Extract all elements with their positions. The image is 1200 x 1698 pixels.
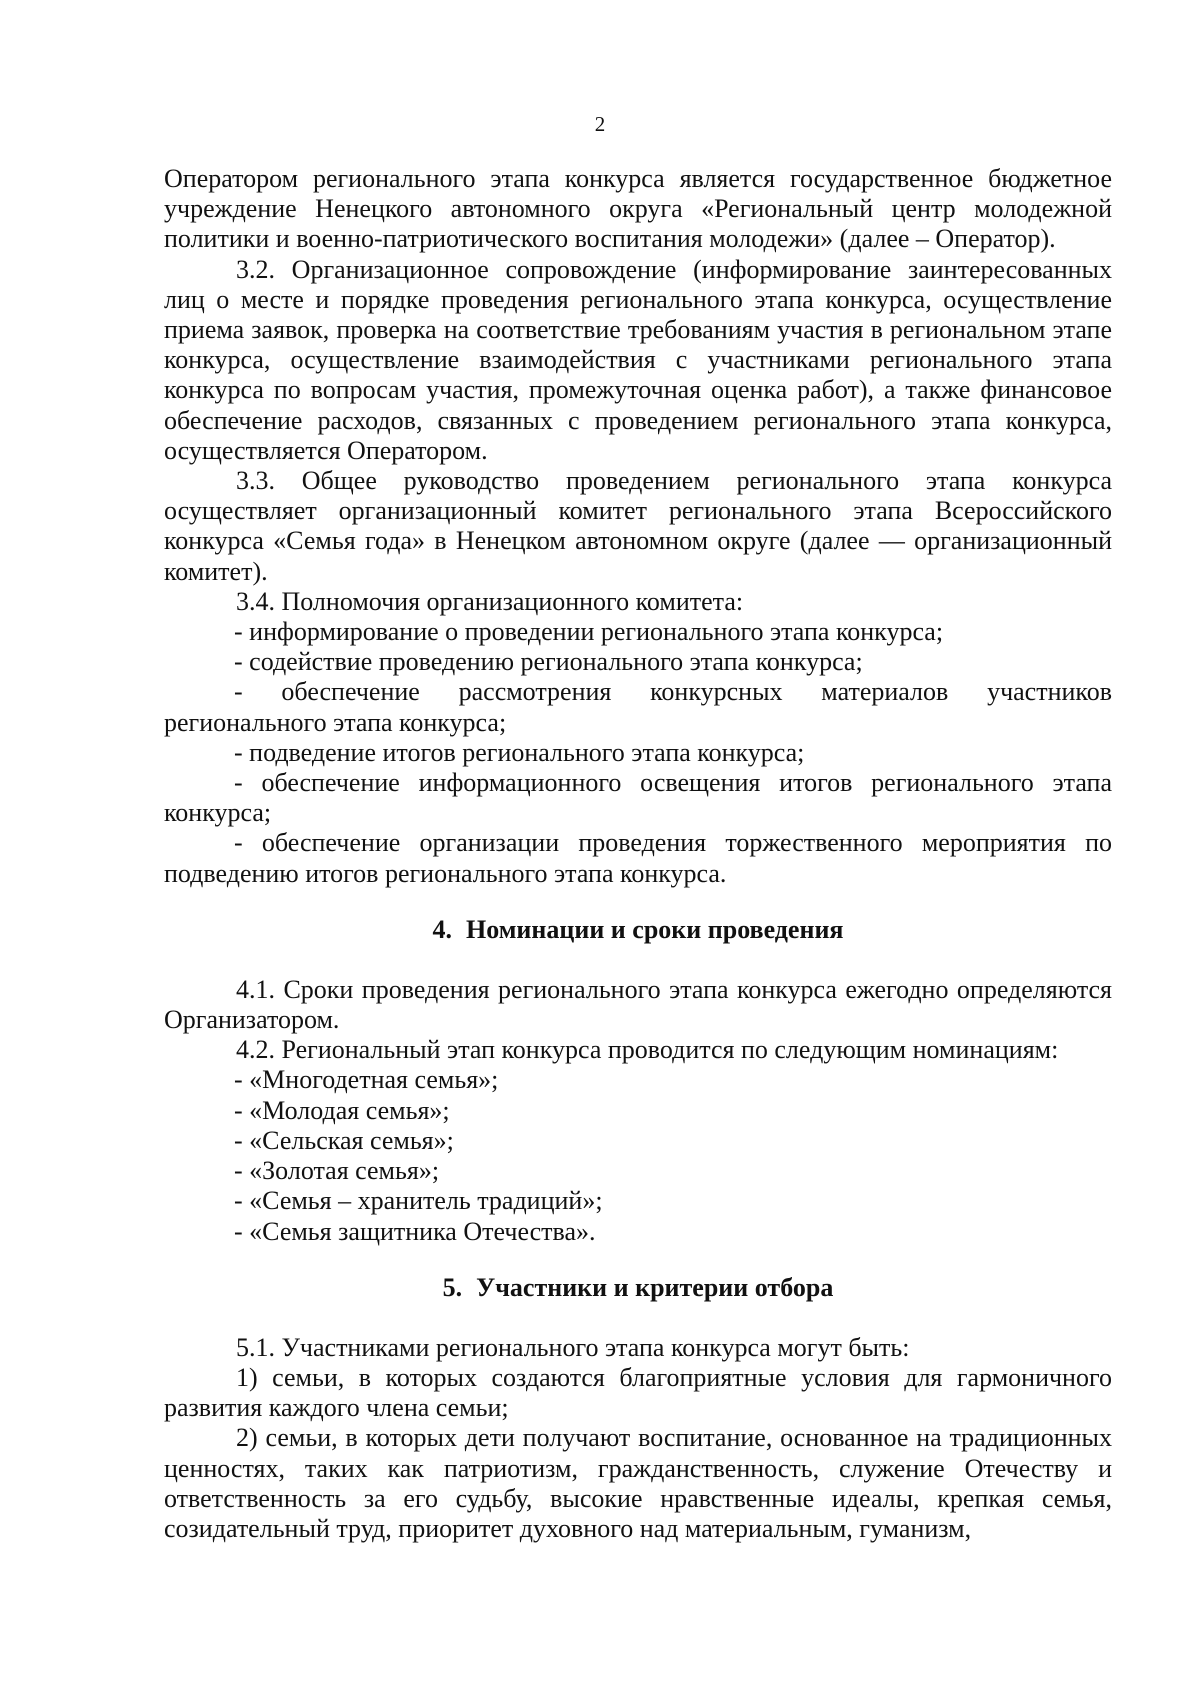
page-number: 2 bbox=[594, 112, 606, 136]
document-body bbox=[164, 164, 1112, 1544]
paragraph-4-2: 4.2. Региональный этап конкурса проводится по следующим номинациям: bbox=[236, 1035, 1059, 1065]
paragraph-3-3: 3.3. Общее руководство проведением регионального этапа конкурса осуществляет организационный комитет регионального этапа Всероссийского конкурса «Семья года» в Ненецком автономном округе (далее — организационный комитет). bbox=[164, 466, 1112, 586]
list-item-power: - обеспечение рассмотрения конкурсных материалов участников регионального этапа конкурса; bbox=[164, 677, 1112, 737]
list-item-power: - обеспечение организации проведения торжественного мероприятия по подведению итогов регионального этапа конкурса. bbox=[164, 828, 1112, 888]
list-item-nomination: - «Семья – хранитель традиций»; bbox=[234, 1186, 603, 1216]
section-5-heading bbox=[164, 1273, 1112, 1303]
list-item-nomination: - «Многодетная семья»; bbox=[234, 1065, 499, 1095]
paragraph-5-1-item-1: 1) семьи, в которых создаются благоприятные условия для гармоничного развития каждого члена семьи; bbox=[164, 1362, 1112, 1423]
paragraph-5-1-item-2: 2) семьи, в которых дети получают воспитание, основанное на традиционных ценностях, таких как патриотизм, гражданственность, служение Отечеству и ответственность за его судьбу, высокие нравственные идеалы, крепкая семья, созидательный труд, приоритет духовного над материальным, гуманизм, bbox=[164, 1423, 1112, 1543]
list-item-nomination: - «Семья защитника Отечества». bbox=[234, 1216, 596, 1246]
section-4-heading bbox=[164, 915, 1112, 945]
section-4-title: Номинации и сроки проведения bbox=[465, 914, 844, 944]
section-4-number: 4. bbox=[432, 914, 452, 944]
list-item-power: - обеспечение информационного освещения итогов регионального этапа конкурса; bbox=[164, 768, 1112, 828]
list-item-power: - подведение итогов регионального этапа конкурса; bbox=[234, 737, 805, 767]
paragraph-5-1: 5.1. Участниками регионального этапа конкурса могут быть: bbox=[236, 1332, 910, 1362]
paragraph-3-4: 3.4. Полномочия организационного комитета: bbox=[236, 586, 744, 616]
list-item-nomination: - «Золотая семья»; bbox=[234, 1156, 440, 1186]
section-5-number: 5. bbox=[442, 1272, 463, 1302]
list-item-nomination: - «Молодая семья»; bbox=[234, 1095, 450, 1125]
list-item-power: - информирование о проведении регионального этапа конкурса; bbox=[234, 617, 944, 647]
section-5-title: Участники и критерии отбора bbox=[476, 1272, 834, 1302]
list-item-nomination: - «Сельская семья»; bbox=[234, 1125, 454, 1155]
paragraph-3-2: 3.2. Организационное сопровождение (информирование заинтересованных лиц о месте и порядке проведения регионального этапа конкурса, осуществление приема заявок, проверка на соответствие требованиям участия в региональном этапе конкурса, осуществление взаимодействия с участниками регионального этапа конкурса по вопросам участия, промежуточная оценка работ), а также финансовое обеспечение расходов, связанных с проведением регионального этапа конкурса, осуществляется Оператором. bbox=[164, 254, 1112, 465]
paragraph-4-1: 4.1. Сроки проведения регионального этапа конкурса ежегодно определяются Организатором. bbox=[164, 974, 1112, 1035]
paragraph-operator: Оператором регионального этапа конкурса является государственное бюджетное учреждение Ненецкого автономного округа «Региональный центр молодежной политики и военно-патриотического воспитания молодежи» (далее – Оператор). bbox=[164, 164, 1112, 254]
list-item-power: - содействие проведению регионального этапа конкурса; bbox=[234, 647, 863, 677]
